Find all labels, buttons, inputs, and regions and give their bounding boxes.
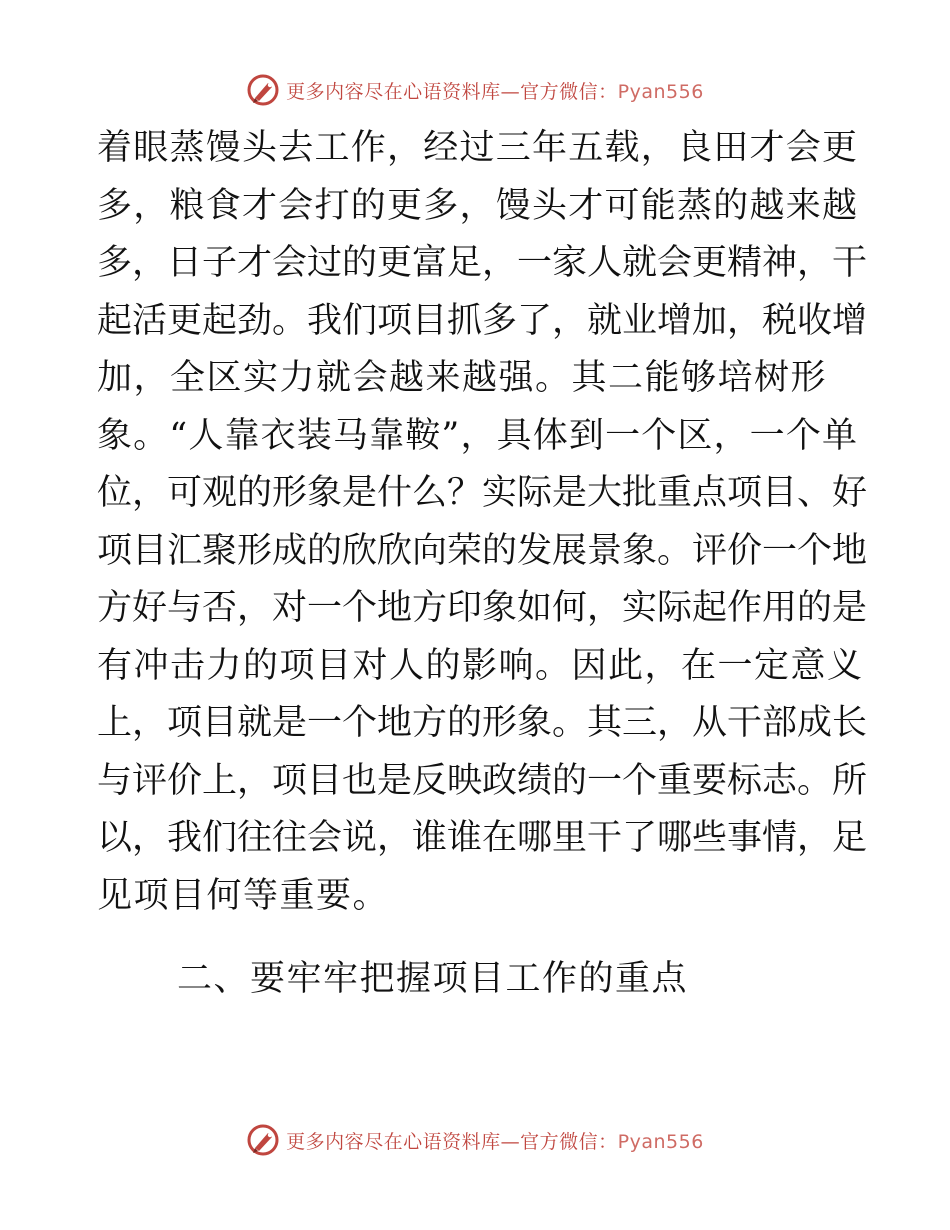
pen-logo-icon bbox=[246, 1123, 280, 1157]
document-body bbox=[97, 120, 868, 925]
body-line: 着眼蒸馒头去工作，经过三年五载，良田才会更 bbox=[97, 128, 857, 168]
body-line: 多，日子才会过的更富足，一家人就会更精神，干 bbox=[97, 243, 868, 283]
header-banner-content bbox=[246, 73, 704, 107]
section-heading: 二、要牢牢把握项目工作的重点 bbox=[177, 959, 689, 999]
body-line: 多，粮食才会打的更多，馒头才可能蒸的越来越 bbox=[97, 185, 857, 226]
footer-wechat-id: Pyan556 bbox=[617, 1130, 704, 1153]
pen-logo-icon bbox=[246, 73, 280, 107]
footer-banner-content bbox=[246, 1123, 704, 1157]
footer-banner bbox=[0, 1120, 950, 1160]
body-line: 上，项目就是一个地方的形象。其三，从干部成长 bbox=[97, 703, 868, 743]
body-line: 加，全区实力就会越来越强。其二能够培树形 bbox=[97, 358, 828, 398]
body-line: 以，我们往往会说，谁谁在哪里干了哪些事情，足 bbox=[97, 818, 868, 858]
body-line: 象。“人靠衣装马靠鞍”，具体到一个区，一个单 bbox=[97, 415, 857, 456]
body-line: 与评价上，项目也是反映政绩的一个重要标志。所 bbox=[97, 760, 868, 801]
header-banner bbox=[0, 70, 950, 110]
body-line: 项目汇聚形成的欣欣向荣的发展景象。评价一个地 bbox=[97, 530, 868, 571]
footer-banner-text: 更多内容尽在心语资料库—官方微信：Pyan556 bbox=[286, 1130, 704, 1153]
body-line: 见项目何等重要。 bbox=[97, 875, 390, 916]
header-banner-text: 更多内容尽在心语资料库—官方微信：Pyan556 bbox=[286, 80, 704, 103]
body-line: 位，可观的形象是什么？实际是大批重点项目、好 bbox=[97, 473, 868, 513]
header-wechat-id: Pyan556 bbox=[617, 80, 704, 103]
body-line: 方好与否，对一个地方印象如何，实际起作用的是 bbox=[97, 588, 868, 628]
body-line: 有冲击力的项目对人的影响。因此，在一定意义 bbox=[97, 645, 864, 686]
body-line: 起活更起劲。我们项目抓多了，就业增加，税收增 bbox=[97, 300, 868, 341]
